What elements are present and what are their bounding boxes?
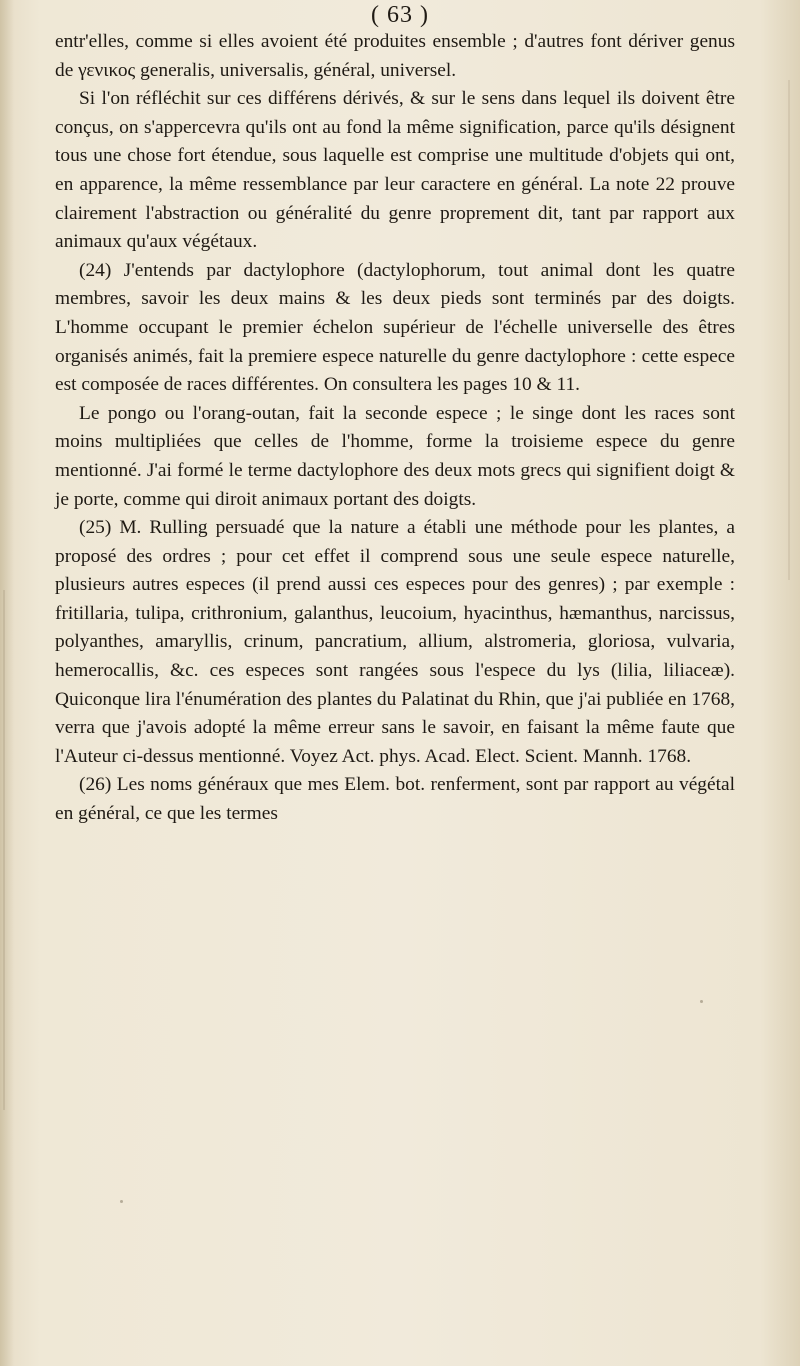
paragraph: Si l'on réfléchit sur ces différens dérivés, & sur le sens dans lequel ils doivent être conçus, on s'appercevra qu'ils ont au fond la même signification, parce qu'ils désignent tous une chose fort étendue, sous laquelle est comprise une multitude d'objets qui ont, en apparence, la même ressemblance par leur caractere en général. La note 22 prouve clairement l'abstraction ou généralité du genre proprement dit, tant par rapport aux animaux qu'aux végétaux. — [55, 88, 735, 253]
footnote-25: (25) M. Rulling persuadé que la nature a établi une méthode pour les plantes, a proposé des ordres ; pour cet effet il comprend sous une seule espece naturelle, plusieurs autres especes (il prend aussi ces especes pour des genres) ; par exemple : fritillaria, tulipa, crithronium, galanthus, leucoium, hyacinthus, hæmanthus, narcissus, polyanthes, amaryllis, crinum, pancratium, allium, alstromeria, gloriosa, vulvaria, hemerocallis, &c. ces especes sont rangées sous l'espece du lys (lilia, liliaceæ). Quiconque lira l'énumération des plantes du Palatinat du Rhin, que j'ai publiée en 1768, verra que j'avois adopté la même erreur sans le savoir, en faisant la même faute que l'Auteur ci-dessus mentionné. Voyez Act. phys. Acad. Elect. Scient. Mannh. 1768. — [55, 517, 735, 767]
right-edge-mark — [788, 80, 790, 580]
ink-speck — [120, 1200, 123, 1203]
paragraph: entr'elles, comme si elles avoient été produites ensemble ; d'autres font dériver genus de γενικος generalis, universalis, général, universel. — [55, 31, 735, 81]
page-number: ( 63 ) — [371, 2, 429, 28]
body-text — [55, 28, 735, 829]
ink-speck — [700, 1000, 703, 1003]
paragraph: Le pongo ou l'orang-outan, fait la seconde espece ; le singe dont les races sont moins multipliées que celles de l'homme, forme la troisieme espece du genre mentionné. J'ai formé le terme dactylophore des deux mots grecs qui signifient doigt & je porte, comme qui diroit animaux portant des doigts. — [55, 402, 735, 510]
binding-edge-mark — [3, 590, 5, 1110]
footnote-26: (26) Les noms généraux que mes Elem. bot. renferment, sont par rapport au végétal en général, ce que les termes — [55, 774, 735, 825]
footnote-24: (24) J'entends par dactylophore (dactylophorum, tout animal dont les quatre membres, savoir les deux mains & les deux pieds sont terminés par des doigts. L'homme occupant le premier échelon supérieur de l'échelle universelle des êtres organisés animés, fait la premiere espece naturelle du genre dactylophore : cette espece est composée de races différentes. On consultera les pages 10 & 11. — [55, 259, 735, 396]
